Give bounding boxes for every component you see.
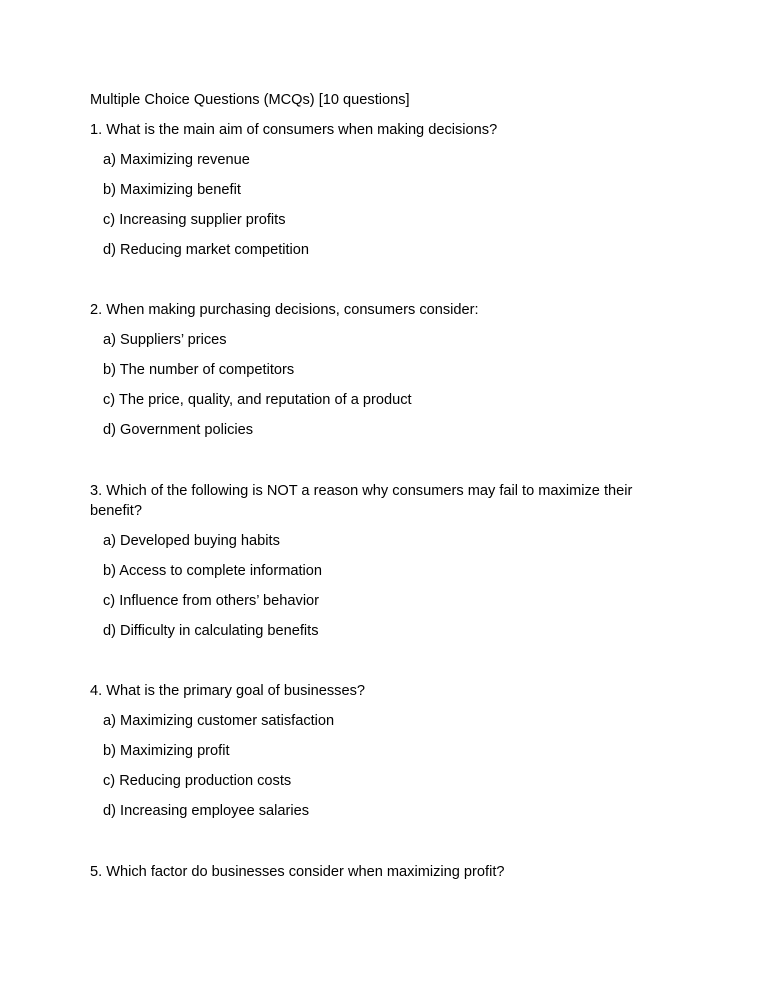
question-1-option-d: d) Reducing market competition	[103, 242, 310, 258]
question-2: 2. When making purchasing decisions, consumers consider:	[90, 302, 479, 318]
question-3: 3. Which of the following is NOT a reason why consumers may fail to maximize their benefit?	[90, 483, 633, 519]
question-1: 1. What is the main aim of consumers when making decisions?	[90, 122, 498, 138]
question-2-option-d: d) Government policies	[103, 422, 254, 438]
question-2-option-c: c) The price, quality, and reputation of a product	[103, 392, 412, 408]
question-2-option-b: b) The number of competitors	[103, 362, 295, 378]
question-2-option-a: a) Suppliers’ prices	[103, 332, 227, 348]
question-3-option-b: b) Access to complete information	[103, 563, 323, 579]
question-3-option-c: c) Influence from others’ behavior	[103, 593, 320, 609]
document-title: Multiple Choice Questions (MCQs) [10 questions]	[90, 92, 410, 108]
question-4: 4. What is the primary goal of businesses?	[90, 683, 365, 699]
question-1-option-b: b) Maximizing benefit	[103, 182, 241, 198]
question-5: 5. Which factor do businesses consider when maximizing profit?	[90, 864, 505, 880]
question-4-option-a: a) Maximizing customer satisfaction	[103, 713, 335, 729]
question-1-option-c: c) Increasing supplier profits	[103, 212, 286, 228]
question-4-option-b: b) Maximizing profit	[103, 743, 230, 759]
question-3-option-a: a) Developed buying habits	[103, 533, 280, 549]
question-1-option-a: a) Maximizing revenue	[103, 152, 250, 168]
question-4-option-d: d) Increasing employee salaries	[103, 803, 310, 819]
question-3-option-d: d) Difficulty in calculating benefits	[103, 623, 319, 639]
question-4-option-c: c) Reducing production costs	[103, 773, 292, 789]
